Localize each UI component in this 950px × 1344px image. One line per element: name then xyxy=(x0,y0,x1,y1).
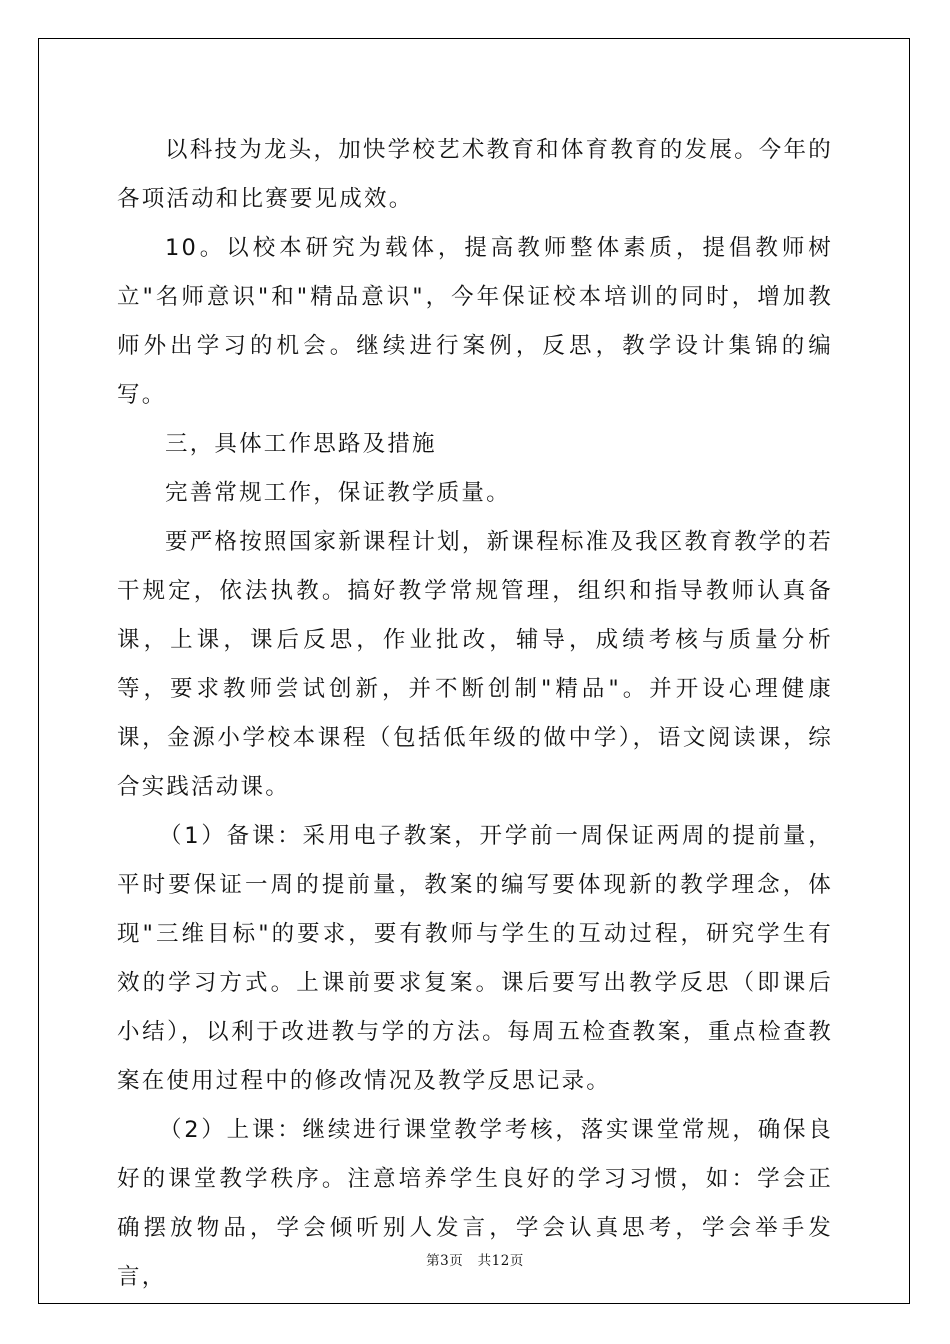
page-footer xyxy=(0,1249,950,1269)
page-number: 第3页 xyxy=(426,1253,464,1269)
paragraph-6: （1）备课：采用电子教案，开学前一周保证两周的提前量，平时要保证一周的提前量，教案的编写要体现新的教学理念，体现"三维目标"的要求，要有教师与学生的互动过程，研究学生有效的学习方式。上课前要求复案。课后要写出教学反思（即课后小结），以利于改进教与学的方法。每周五检查教案，重点检查教案在使用过程中的修改情况及教学反思记录。 xyxy=(117,823,833,1094)
paragraph-2: 10。以校本研究为载体，提高教师整体素质，提倡教师树立"名师意识"和"精品意识"，今年保证校本培训的同时，增加教师外出学习的机会。继续进行案例，反思，教学设计集锦的编写。 xyxy=(117,235,833,408)
paragraph-5: 要严格按照国家新课程计划，新课程标准及我区教育教学的若干规定，依法执教。搞好教学常规管理，组织和指导教师认真备课，上课，课后反思，作业批改，辅导，成绩考核与质量分析等，要求教师尝试创新，并不断创制"精品"。并开设心理健康课，金源小学校本课程（包括低年级的做中学），语文阅读课，综合实践活动课。 xyxy=(117,529,833,800)
document-body xyxy=(117,126,833,1302)
paragraph-7: （2）上课：继续进行课堂教学考核，落实课堂常规，确保良好的课堂教学秩序。注意培养学生良好的学习习惯，如：学会正确摆放物品，学会倾听别人发言，学会认真思考，学会举手发言， xyxy=(117,1117,833,1290)
paragraph-3-heading: 三，具体工作思路及措施 xyxy=(165,431,437,457)
paragraph-4: 完善常规工作，保证教学质量。 xyxy=(165,480,511,506)
page-total: 共12页 xyxy=(477,1253,524,1269)
paragraph-1: 以科技为龙头，加快学校艺术教育和体育教育的发展。今年的各项活动和比赛要见成效。 xyxy=(117,137,833,212)
